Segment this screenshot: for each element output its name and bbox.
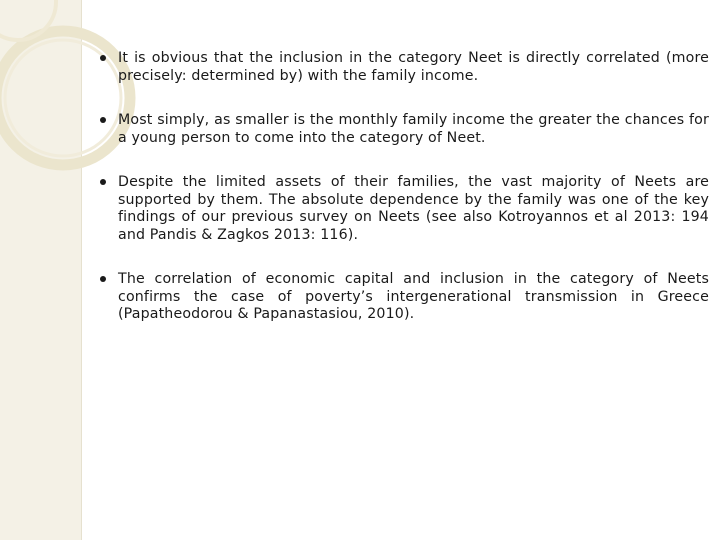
bullet-text-2: Most simply, as smaller is the monthly family income the greater the chances for a young person to come into the category of Neet.	[118, 112, 709, 146]
bullet-text-3: Despite the limited assets of their families, the vast majority of Neets are supported by them. The absolute dependence by the family was one of the key findings of our previous survey on Neets (see also Kotroyannos et al 2013: 194 and Pandis & Zagkos 2013: 116).	[118, 174, 709, 243]
bullet-dot-icon	[100, 117, 106, 123]
bullet-dot-icon	[100, 179, 106, 185]
bullet-text-1: It is obvious that the inclusion in the category Neet is directly correlated (more precisely: determined by) with the family income.	[118, 50, 709, 84]
bullet-dot-icon	[100, 276, 106, 282]
bullet-text-4: The correlation of economic capital and inclusion in the category of Neets confirms the case of poverty’s intergenerational transmission in Greece (Papatheodorou & Papanastasiou, 2010).	[118, 271, 709, 322]
slide-content	[100, 50, 709, 324]
bullet-item-3	[100, 174, 709, 244]
bullet-item-1	[100, 50, 709, 85]
bullet-item-2	[100, 112, 709, 147]
bullet-dot-icon	[100, 55, 106, 61]
bullet-list	[100, 50, 709, 324]
bullet-item-4	[100, 271, 709, 324]
